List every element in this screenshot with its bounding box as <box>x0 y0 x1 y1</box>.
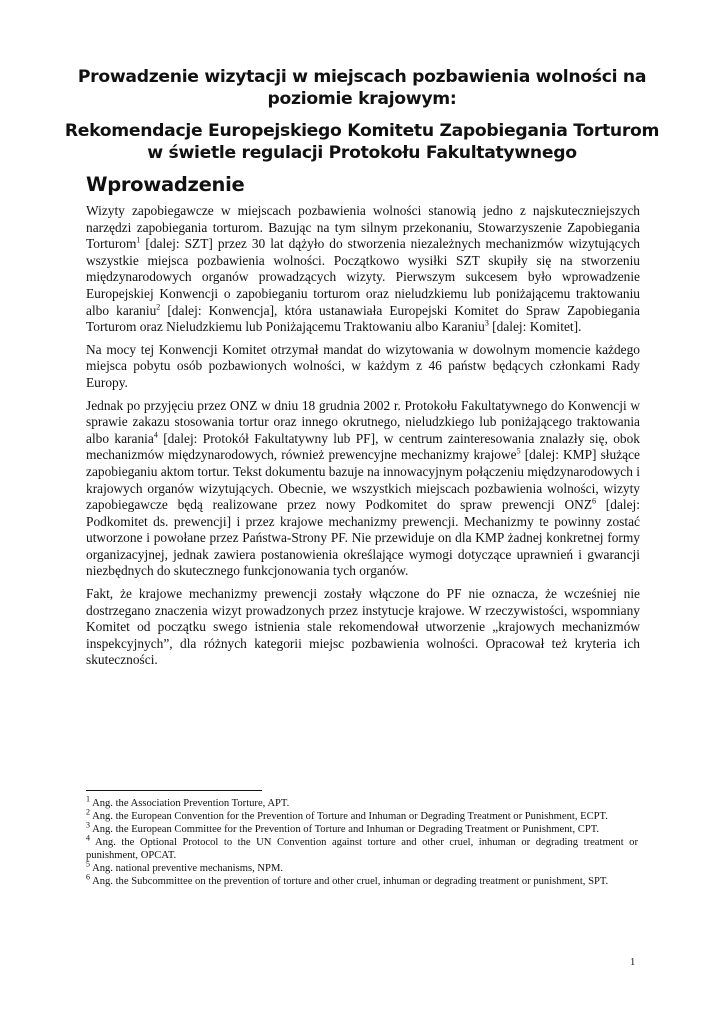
footnote-text: Ang. national preventive mechanisms, NPM. <box>90 863 284 874</box>
footnote <box>86 859 638 875</box>
body-text <box>86 203 640 675</box>
paragraph-text: [dalej: Komitet]. <box>488 319 582 335</box>
footnote <box>86 820 638 836</box>
footnote-number: 1 <box>86 794 90 804</box>
footnote-ref[interactable]: 3 <box>484 318 489 328</box>
paragraph-text: [dalej: Protokół Fakultatywny lub PF], w centrum zainteresowania znalazły się, obok mechanizmów międzynarodowych, również prewencyjne mechanizmy krajowe <box>86 430 640 463</box>
paragraph-text: [dalej: SZT] przez 30 lat dążyło do stworzenia niezależnych mechanizmów wizytujących wszystkie miejsca pozbawienia wolności. Początkowo wysiłki SZT skupiły się na stworzeniu międzynarodowych organów prowadzących wizyty. Pierwszym sukcesem było wprowadzenie Europejskiej Konwencji o zapobieganiu torturom oraz nieludzkiemu lub poniżającemu traktowaniu albo karaniu <box>86 236 640 318</box>
footnote-ref[interactable]: 4 <box>153 430 158 440</box>
section-heading: Wprowadzenie <box>86 173 245 196</box>
footnote <box>86 833 638 862</box>
paragraph-text: [dalej: KMP] służące zapobieganiu aktom tortur. Tekst dokumentu bazuje na innowacyjnym połączeniu międzynarodowych i krajowych organów wizytujących. Obecnie, we wszystkich miejscach pozbawienia wolności, wizyty zapobiegawcze będą realizowane przez nowy Podkomitet do spraw prewencji ONZ <box>86 447 640 513</box>
paragraph-text: Jednak po przyjęciu przez ONZ w dniu 18 grudnia 2002 r. Protokołu Fakultatywnego do Konwencji w sprawie zakazu stosowania tortur oraz innego okrutnego, nieludzkiego lub poniżającego traktowania albo karania <box>86 397 640 446</box>
paragraph-2: Na mocy tej Konwencji Komitet otrzymał mandat do wizytowania w dowolnym momencie każdego miejsca pobytu osób pozbawionych wolności, w każdym z 46 państw będących członkami Rady Europy. <box>86 341 640 390</box>
document-subtitle: Rekomendacje Europejskiego Komitetu Zapobiegania Torturom w świetle regulacji Protokołu Fakultatywnego <box>64 121 660 163</box>
footnote-text: Ang. the European Convention for the Prevention of Torture and Inhuman or Degrading Treatment or Punishment, ECPT. <box>90 811 608 822</box>
footnote-number: 4 <box>86 833 90 843</box>
page-number: 1 <box>630 957 636 968</box>
footnote-ref[interactable]: 2 <box>156 302 161 312</box>
footnote-number: 5 <box>86 859 90 869</box>
footnote-text: Ang. the Subcommittee on the prevention of torture and other cruel, inhuman or degrading treatment or punishment, SPT. <box>90 876 609 887</box>
footnote-number: 2 <box>86 807 90 817</box>
footnote-number: 6 <box>86 872 90 882</box>
footnote-text: Ang. the Association Prevention Torture, APT. <box>90 798 290 809</box>
paragraph-text: Wizyty zapobiegawcze w miejscach pozbawienia wolności stanowią jedno z najskuteczniejszych narzędzi zapobiegania torturom. Bazując na tym silnym przekonaniu, Stowarzyszenie Zapobiegania Torturom <box>86 203 640 252</box>
footnote-divider <box>86 790 262 791</box>
footnote-ref[interactable]: 5 <box>516 446 521 456</box>
footnote-text: Ang. the European Committee for the Prevention of Torture and Inhuman or Degrading Treatment or Punishment, CPT. <box>90 824 600 835</box>
footnote-ref[interactable]: 6 <box>592 496 596 506</box>
footnote <box>86 794 638 810</box>
document-title: Prowadzenie wizytacji w miejscach pozbawienia wolności na poziomie krajowym: <box>77 67 647 109</box>
footnote-ref[interactable]: 1 <box>136 235 141 245</box>
footnote-text: Ang. the Optional Protocol to the UN Convention against torture and other cruel, inhuman or degrading treatment or punishment, OPCAT. <box>86 837 638 861</box>
paragraph-text: [dalej: Konwencja], która ustanawiała Europejski Komitet do Spraw Zapobiegania Torturom oraz Nieludzkiemu lub Poniżającemu Traktowaniu albo Karaniu <box>86 302 640 335</box>
footnote <box>86 872 638 888</box>
paragraph-4: Fakt, że krajowe mechanizmy prewencji zostały włączone do PF nie oznacza, że wcześniej nie dostrzegano znaczenia wizyt prowadzonych przez instytucje krajowe. W rzeczywistości, wspomniany Komitet od początku swego istnienia stale rekomendował utworzenie „krajowych mechanizmów inspekcyjnych”, dla różnych kategorii miejsc pozbawienia wolności. Opracował też kryteria ich skuteczności. <box>86 586 640 668</box>
footnote <box>86 807 638 823</box>
paragraph-1 <box>86 203 640 336</box>
footnotes <box>86 794 638 888</box>
paragraph-text: [dalej: Podkomitet ds. prewencji] i przez krajowe mechanizmy prewencji. Mechanizmy te powinny zostać utworzone i powołane przez Państwa-Strony PF. Nie przewiduje on dla KMP żadnej konkretnej formy organizacyjnej, jednak zawiera postanowienia określające wymogi dotyczące uprawnień i gwarancji niezbędnych do skutecznego funkcjonowania tych organów. <box>86 497 640 579</box>
paragraph-3 <box>86 398 640 581</box>
footnote-number: 3 <box>86 820 90 830</box>
